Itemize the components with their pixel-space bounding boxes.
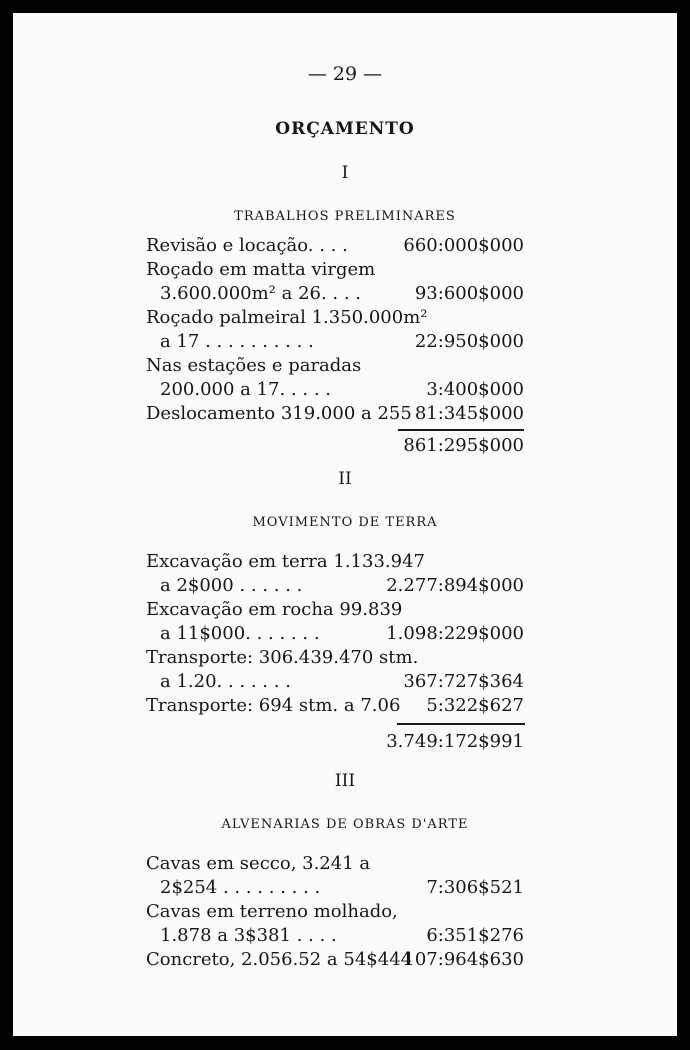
line-amount: 6:351$276 xyxy=(426,925,524,946)
page-title: ORÇAMENTO xyxy=(275,119,415,139)
line-description: Roçado em matta virgem xyxy=(146,259,376,280)
line-description: a 17 . . . . . . . . . . xyxy=(160,331,314,352)
section-2-heading: MOVIMENTO DE TERRA xyxy=(252,515,438,530)
line-description: Excavação em rocha 99.839 xyxy=(146,599,403,620)
line-description: a 1.20. . . . . . . xyxy=(160,671,291,692)
page-number: — 29 — xyxy=(307,63,383,85)
budget-line xyxy=(146,599,524,623)
line-description: Revisão e locação. . . . xyxy=(146,235,348,256)
line-description: 2$254 . . . . . . . . . xyxy=(160,877,321,898)
line-amount: 1.098:229$000 xyxy=(386,623,524,644)
line-description: Cavas em terreno molhado, xyxy=(146,901,398,922)
budget-line xyxy=(146,283,524,307)
line-description: Roçado palmeiral 1.350.000m² xyxy=(146,307,428,328)
total-rule xyxy=(397,723,525,725)
budget-line xyxy=(146,235,524,259)
line-description: Cavas em secco, 3.241 a xyxy=(146,853,371,874)
line-amount: 5:322$627 xyxy=(426,695,524,716)
section-2-numeral: II xyxy=(338,469,352,489)
budget-line xyxy=(146,623,524,647)
total-rule xyxy=(398,429,524,431)
line-description: Excavação em terra 1.133.947 xyxy=(146,551,425,572)
section-1-numeral: I xyxy=(341,163,349,183)
document-page xyxy=(13,13,677,1036)
section-total xyxy=(146,731,524,755)
budget-line xyxy=(146,695,524,719)
budget-line xyxy=(146,403,524,427)
line-description: 1.878 a 3$381 . . . . xyxy=(160,925,337,946)
line-amount: 93:600$000 xyxy=(414,283,524,304)
line-description: a 2$000 . . . . . . xyxy=(160,575,303,596)
budget-line xyxy=(146,925,524,949)
line-description: Transporte: 306.439.470 stm. xyxy=(146,647,419,668)
section-total xyxy=(146,435,524,459)
total-amount: 3.749:172$991 xyxy=(386,731,524,752)
section-3-numeral: III xyxy=(334,771,356,791)
line-amount: 7:306$521 xyxy=(426,877,524,898)
line-amount: 2.277:894$000 xyxy=(386,575,524,596)
budget-line xyxy=(146,307,524,331)
budget-line xyxy=(146,853,524,877)
line-description: Transporte: 694 stm. a 7.06 xyxy=(146,695,401,716)
line-amount: 81:345$000 xyxy=(414,403,524,424)
budget-line xyxy=(146,671,524,695)
budget-line xyxy=(146,331,524,355)
line-description: Deslocamento 319.000 a 255 xyxy=(146,403,412,424)
budget-line xyxy=(146,877,524,901)
line-description: Nas estações e paradas xyxy=(146,355,362,376)
line-description: 200.000 a 17. . . . . xyxy=(160,379,332,400)
budget-line xyxy=(146,647,524,671)
budget-line xyxy=(146,355,524,379)
budget-line xyxy=(146,551,524,575)
section-3-heading: ALVENARIAS DE OBRAS D'ARTE xyxy=(221,817,469,832)
budget-line xyxy=(146,379,524,403)
line-amount: 107:964$630 xyxy=(403,949,524,970)
line-description: a 11$000. . . . . . . xyxy=(160,623,320,644)
line-amount: 3:400$000 xyxy=(426,379,524,400)
line-amount: 22:950$000 xyxy=(414,331,524,352)
budget-line xyxy=(146,949,524,973)
line-amount: 367:727$364 xyxy=(403,671,524,692)
budget-line xyxy=(146,575,524,599)
line-description: 3.600.000m² a 26. . . . xyxy=(160,283,362,304)
budget-line xyxy=(146,901,524,925)
total-amount: 861:295$000 xyxy=(403,435,524,456)
budget-line xyxy=(146,259,524,283)
line-amount: 660:000$000 xyxy=(403,235,524,256)
line-description: Concreto, 2.056.52 a 54$444 xyxy=(146,949,413,970)
section-1-heading: TRABALHOS PRELIMINARES xyxy=(234,209,456,224)
